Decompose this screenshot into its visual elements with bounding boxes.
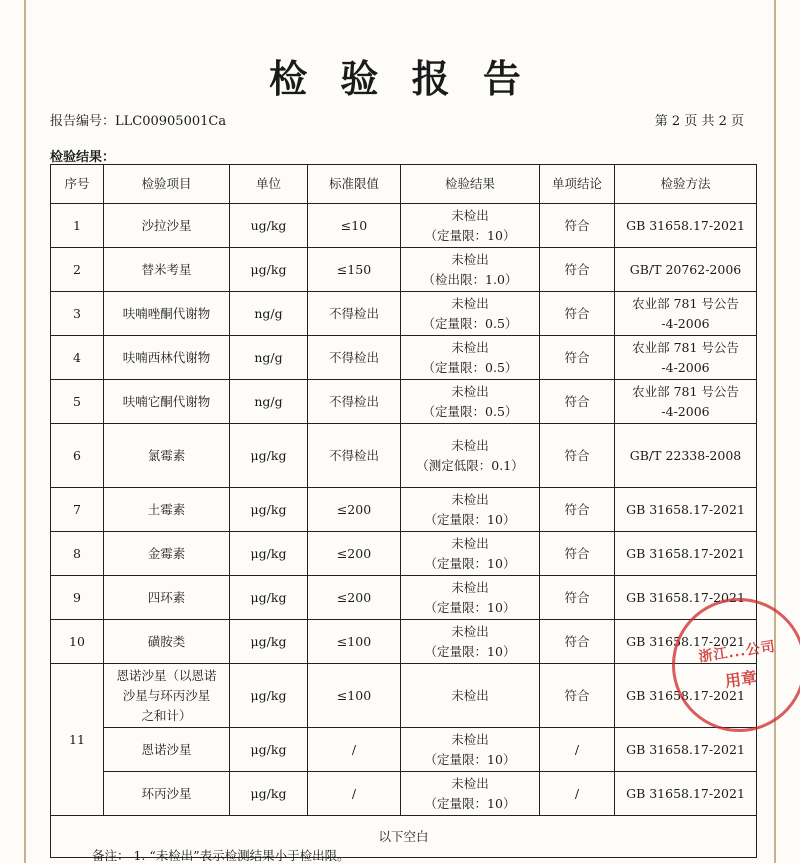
- item-line: 恩诺沙星（以恩诺: [116, 667, 217, 683]
- cell-unit: ug/kg: [230, 204, 308, 248]
- cell-item: 金霉素: [104, 532, 230, 576]
- section-label: 检验结果：: [50, 150, 116, 165]
- cell-conclusion: 符合: [540, 620, 615, 664]
- cell-no: 7: [51, 488, 104, 532]
- result-line1: 未检出: [451, 579, 489, 595]
- table-header-row: [51, 165, 757, 204]
- cell-limit: ≤100: [308, 620, 401, 664]
- report-title: 检 验 报 告: [269, 57, 531, 101]
- header-conclusion: 单项结论: [540, 165, 615, 204]
- cell-no: 1: [51, 204, 104, 248]
- result-line2: （定量限：10）: [424, 227, 516, 243]
- cell-method: GB 31658.17-2021: [615, 772, 757, 816]
- cell-result: [401, 772, 540, 816]
- cell-limit: 不得检出: [308, 380, 401, 424]
- cell-conclusion: 符合: [540, 488, 615, 532]
- cell-unit: μg/kg: [230, 488, 308, 532]
- cell-unit: μg/kg: [230, 728, 308, 772]
- table-row: [51, 620, 757, 664]
- cell-method: [615, 292, 757, 336]
- method-line2: -4-2006: [661, 403, 710, 419]
- result-line1: 未检出: [451, 295, 489, 311]
- cell-limit: ≤150: [308, 248, 401, 292]
- method-line1: 农业部 781 号公告: [632, 383, 739, 399]
- footnote: 备注： 1. “未检出”表示检测结果小于检出限。: [92, 848, 350, 863]
- cell-item: [104, 728, 230, 772]
- cell-conclusion: 符合: [540, 292, 615, 336]
- cell-result: [401, 664, 540, 728]
- cell-item: [104, 664, 230, 728]
- result-line2: （测定低限：0.1）: [416, 457, 524, 473]
- cell-conclusion: /: [540, 772, 615, 816]
- cell-limit: /: [308, 772, 401, 816]
- cell-limit: ≤200: [308, 576, 401, 620]
- method-line1: GB 31658.17-2021: [626, 545, 745, 561]
- cell-conclusion: 符合: [540, 424, 615, 488]
- item-line: 之和计）: [141, 707, 192, 723]
- cell-conclusion: 符合: [540, 576, 615, 620]
- table-row: [51, 204, 757, 248]
- cell-limit: ≤200: [308, 532, 401, 576]
- result-line1: 未检出: [451, 437, 489, 453]
- results-table: [50, 164, 757, 858]
- table-row: [51, 488, 757, 532]
- result-line2: （定量限：10）: [424, 751, 516, 767]
- cell-limit: ≤10: [308, 204, 401, 248]
- cell-method: GB 31658.17-2021: [615, 728, 757, 772]
- seal-text-2: 用章: [723, 667, 759, 691]
- item-line: 沙星与环丙沙星: [122, 687, 211, 703]
- table-row: [51, 248, 757, 292]
- cell-no: 11: [51, 664, 104, 816]
- cell-limit: /: [308, 728, 401, 772]
- result-line1: 未检出: [451, 339, 489, 355]
- cell-unit: ng/g: [230, 336, 308, 380]
- header-unit: 单位: [230, 165, 308, 204]
- result-line1: 未检出: [451, 207, 489, 223]
- page-border-left: [24, 0, 26, 863]
- cell-unit: μg/kg: [230, 576, 308, 620]
- cell-conclusion: 符合: [540, 380, 615, 424]
- method-line1: GB/T 20762-2006: [629, 261, 742, 277]
- result-line2: （定量限：10）: [424, 511, 516, 527]
- cell-method: [615, 424, 757, 488]
- header-limit: 标准限值: [308, 165, 401, 204]
- table-row: [51, 576, 757, 620]
- header-no: 序号: [51, 165, 104, 204]
- cell-item: [104, 772, 230, 816]
- cell-no: 2: [51, 248, 104, 292]
- table-row: [51, 424, 757, 488]
- result-line1: 未检出: [451, 623, 489, 639]
- result-line2: （检出限：1.0）: [422, 271, 518, 287]
- cell-unit: μg/kg: [230, 772, 308, 816]
- report-number: 报告编号：LLC00905001Ca: [50, 114, 227, 129]
- table-row: [51, 728, 757, 772]
- cell-result: [401, 204, 540, 248]
- cell-conclusion: 符合: [540, 204, 615, 248]
- method-line1: GB 31658.17-2021: [626, 633, 745, 649]
- result-line2: （定量限：10）: [424, 599, 516, 615]
- cell-no: 10: [51, 620, 104, 664]
- method-line1: GB 31658.17-2021: [626, 217, 745, 233]
- cell-limit: 不得检出: [308, 424, 401, 488]
- cell-result: [401, 380, 540, 424]
- header-method: 检验方法: [615, 165, 757, 204]
- cell-result: [401, 424, 540, 488]
- result-line1: 未检出: [451, 775, 489, 791]
- cell-item: 呋喃唑酮代谢物: [104, 292, 230, 336]
- cell-method: [615, 248, 757, 292]
- cell-no: 4: [51, 336, 104, 380]
- cell-unit: ng/g: [230, 292, 308, 336]
- cell-method: [615, 488, 757, 532]
- result-line2: （定量限：10）: [424, 643, 516, 659]
- header-result: 检验结果: [401, 165, 540, 204]
- method-line2: -4-2006: [661, 359, 710, 375]
- cell-limit: ≤100: [308, 664, 401, 728]
- cell-item: 土霉素: [104, 488, 230, 532]
- method-line1: 农业部 781 号公告: [632, 295, 739, 311]
- blank-note: 以下空白: [51, 816, 757, 858]
- table-row: [51, 664, 757, 728]
- cell-unit: μg/kg: [230, 664, 308, 728]
- cell-item: 呋喃西林代谢物: [104, 336, 230, 380]
- cell-method: [615, 532, 757, 576]
- method-line1: 农业部 781 号公告: [632, 339, 739, 355]
- result-line1: 未检出: [451, 687, 489, 703]
- result-line2: （定量限：10）: [424, 555, 516, 571]
- result-line1: 未检出: [451, 491, 489, 507]
- item-line: 环丙沙星: [141, 785, 192, 801]
- cell-unit: μg/kg: [230, 248, 308, 292]
- cell-conclusion: 符合: [540, 664, 615, 728]
- cell-result: [401, 532, 540, 576]
- table-row: [51, 336, 757, 380]
- cell-item: 呋喃它酮代谢物: [104, 380, 230, 424]
- cell-result: [401, 292, 540, 336]
- cell-method: [615, 380, 757, 424]
- cell-result: [401, 576, 540, 620]
- cell-item: 替米考星: [104, 248, 230, 292]
- item-line: 恩诺沙星: [141, 741, 192, 757]
- cell-item: 沙拉沙星: [104, 204, 230, 248]
- table-row: [51, 532, 757, 576]
- cell-item: 氯霉素: [104, 424, 230, 488]
- table-row: [51, 772, 757, 816]
- cell-result: [401, 620, 540, 664]
- cell-limit: 不得检出: [308, 292, 401, 336]
- table-row: [51, 380, 757, 424]
- cell-conclusion: /: [540, 728, 615, 772]
- method-line2: -4-2006: [661, 315, 710, 331]
- cell-item: 四环素: [104, 576, 230, 620]
- cell-limit: 不得检出: [308, 336, 401, 380]
- page-number: 第 2 页 共 2 页: [654, 114, 744, 129]
- page-border-right: [774, 0, 776, 863]
- cell-unit: μg/kg: [230, 424, 308, 488]
- method-line1: GB 31658.17-2021: [626, 589, 745, 605]
- cell-limit: ≤200: [308, 488, 401, 532]
- cell-method: GB 31658.17-2021: [615, 664, 757, 728]
- result-line2: （定量限：0.5）: [422, 359, 518, 375]
- header-item: 检验项目: [104, 165, 230, 204]
- table-row: [51, 292, 757, 336]
- cell-result: [401, 728, 540, 772]
- cell-result: [401, 248, 540, 292]
- cell-result: [401, 488, 540, 532]
- cell-unit: μg/kg: [230, 620, 308, 664]
- cell-conclusion: 符合: [540, 248, 615, 292]
- cell-no: 3: [51, 292, 104, 336]
- cell-no: 5: [51, 380, 104, 424]
- cell-conclusion: 符合: [540, 532, 615, 576]
- result-line1: 未检出: [451, 383, 489, 399]
- seal-text: 浙江...公司: [697, 638, 777, 665]
- cell-method: [615, 336, 757, 380]
- method-line1: GB 31658.17-2021: [626, 501, 745, 517]
- cell-conclusion: 符合: [540, 336, 615, 380]
- cell-no: 6: [51, 424, 104, 488]
- cell-no: 8: [51, 532, 104, 576]
- cell-no: 9: [51, 576, 104, 620]
- cell-result: [401, 336, 540, 380]
- cell-unit: ng/g: [230, 380, 308, 424]
- result-line2: （定量限：10）: [424, 795, 516, 811]
- cell-unit: μg/kg: [230, 532, 308, 576]
- result-line1: 未检出: [451, 731, 489, 747]
- result-line1: 未检出: [451, 251, 489, 267]
- result-line2: （定量限：0.5）: [422, 403, 518, 419]
- method-line1: GB/T 22338-2008: [629, 447, 742, 463]
- result-line1: 未检出: [451, 535, 489, 551]
- result-line2: （定量限：0.5）: [422, 315, 518, 331]
- cell-item: 磺胺类: [104, 620, 230, 664]
- cell-method: [615, 204, 757, 248]
